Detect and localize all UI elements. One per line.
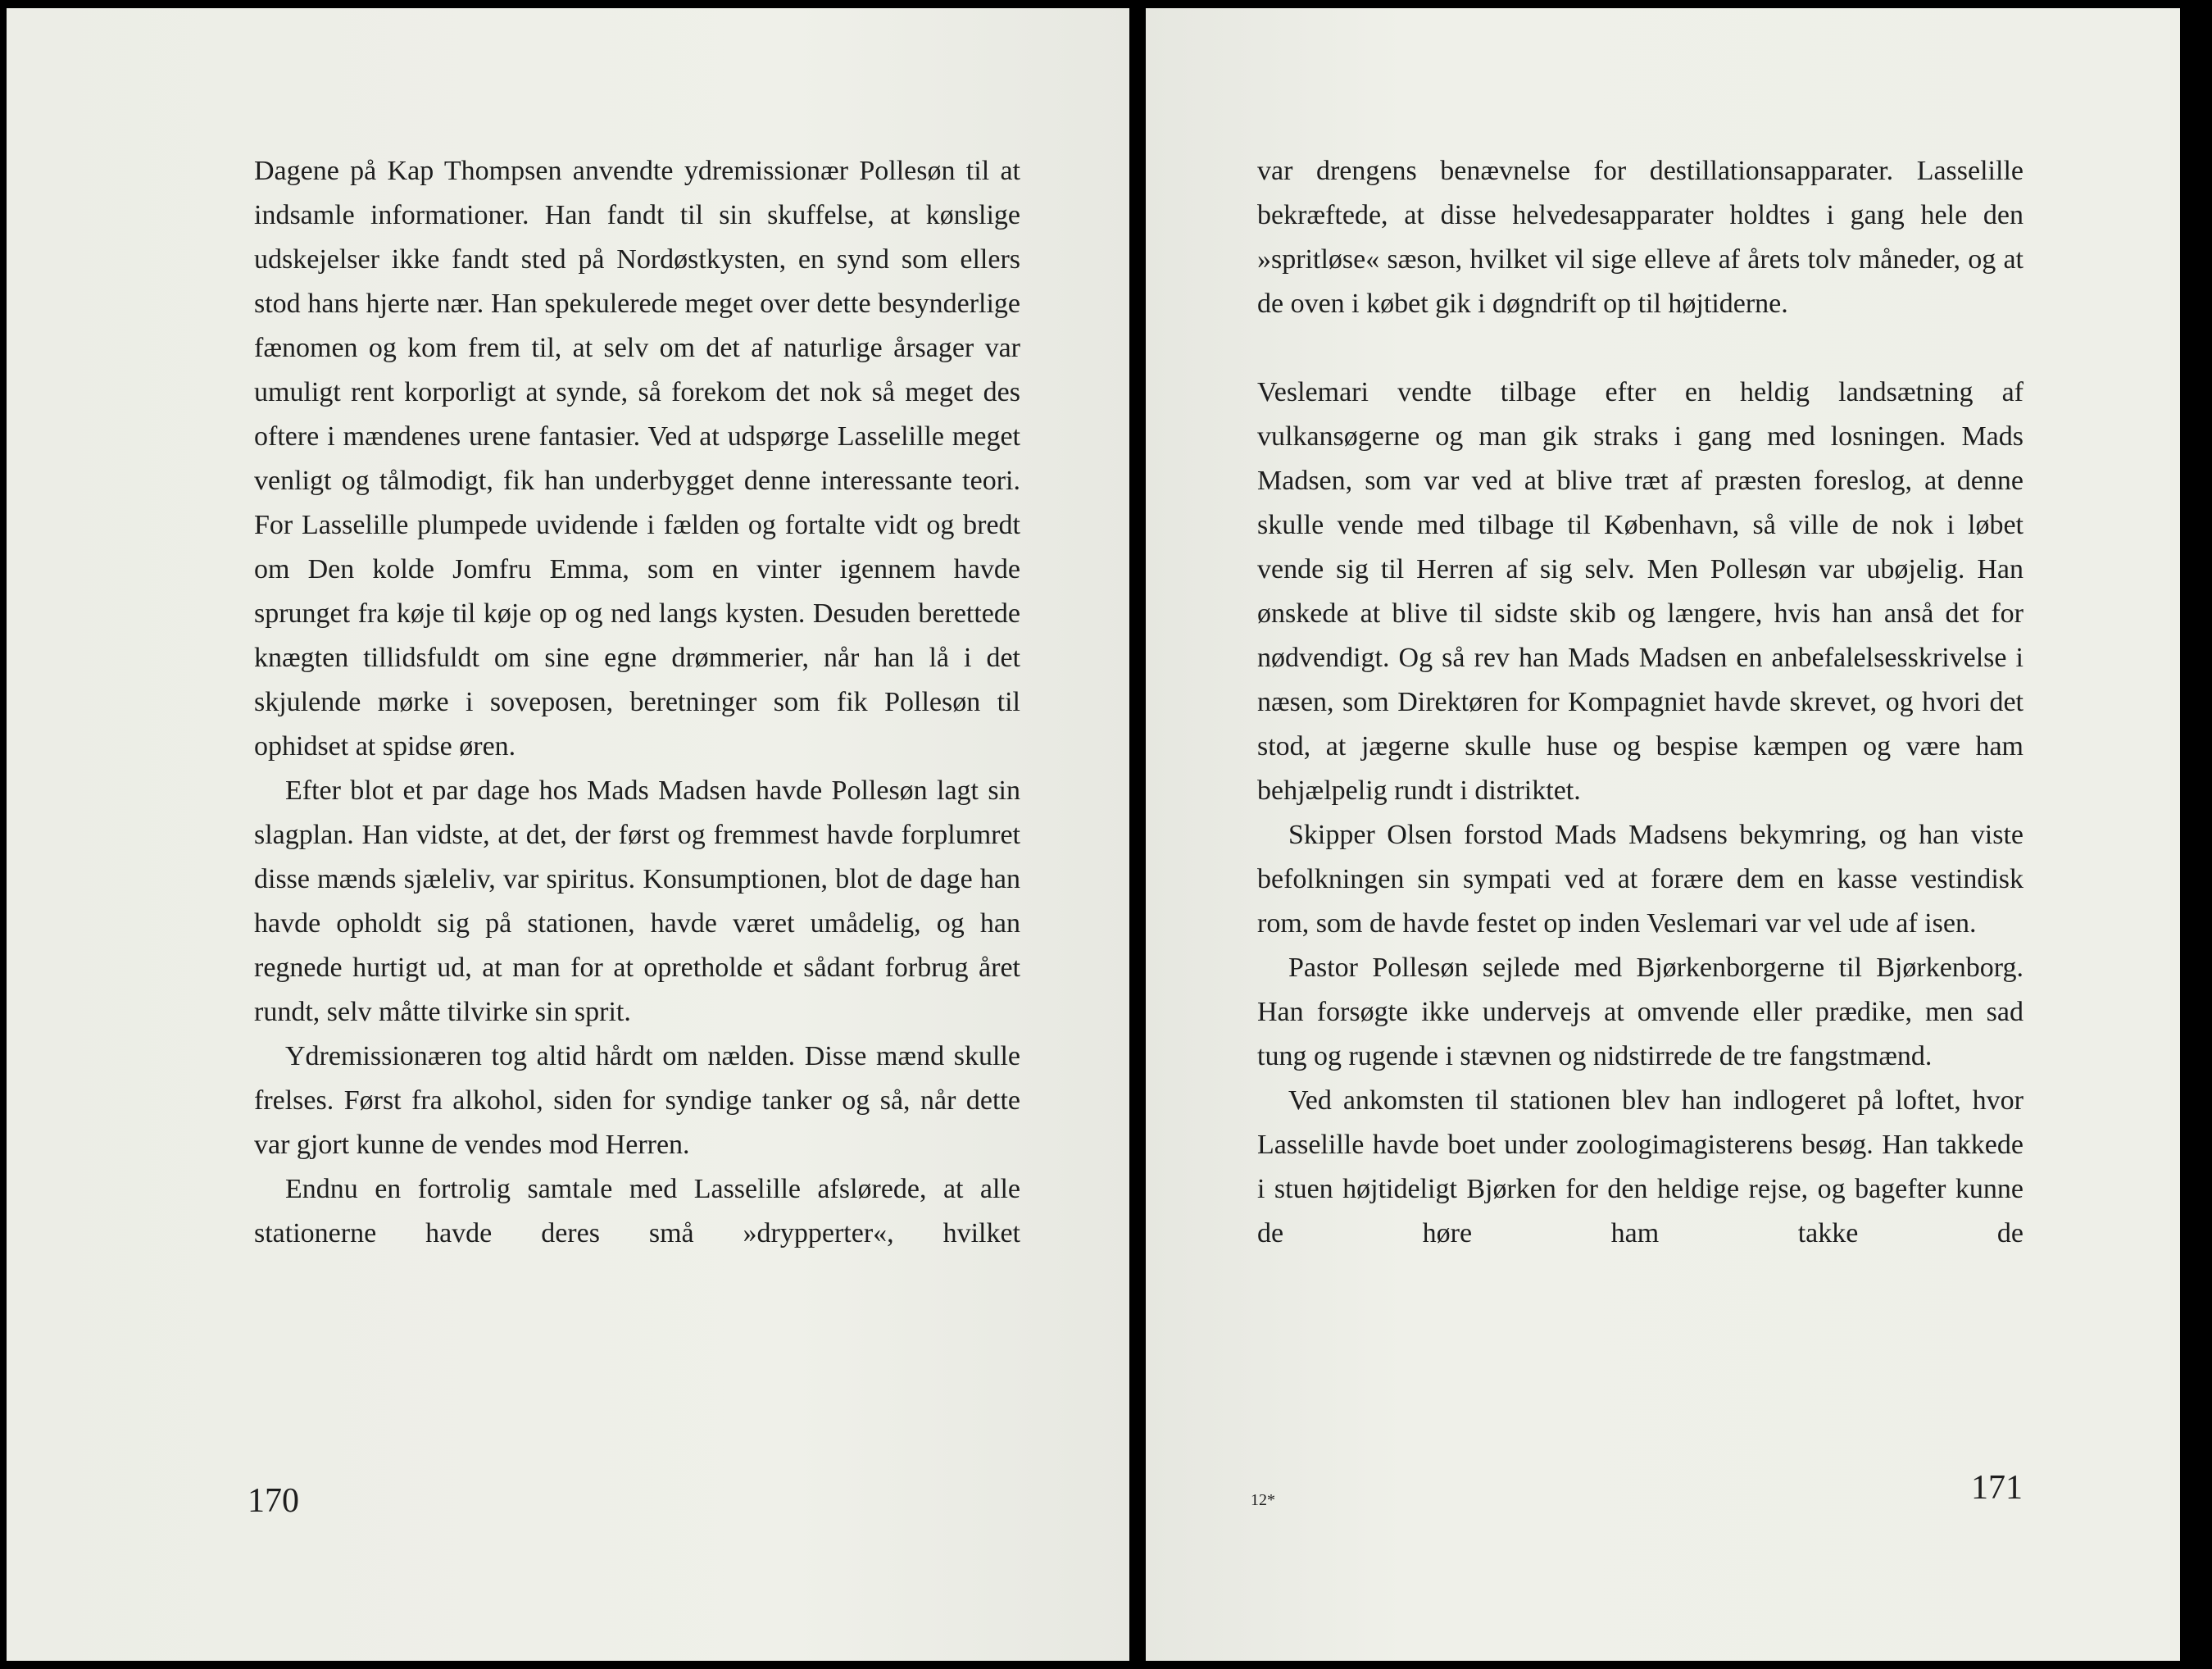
paragraph: Dagene på Kap Thompsen anvendte ydremissionær Pollesøn til at indsamle informationer. Han fandt til sin skuffelse, at kønslige udskejelser ikke fandt sted på Nordøstkysten, en synd som ellers stod hans hjerte nær. Han spekulerede meget over dette besynderlige fænomen og kom frem til, at selv om det af naturlige årsager var umuligt rent korporligt at synde, så forekom det nok så meget des oftere i mændenes urene fantasier. Ved at udspørge Lasselille meget venligt og tålmodigt, fik han underbygget denne interessante teori. For Lasselille plumpede uvidende i fælden og fortalte vidt og bredt om Den kolde Jomfru Emma, som en vinter igennem havde sprunget fra køje til køje op og ned langs kysten. Desuden berettede knægten tillidsfuldt om sine egne drømmerier, når han lå i det skjulende mørke i soveposen, beretninger som fik Pollesøn til ophidset at spidse øren. (254, 156, 1020, 762)
paragraph: Veslemari vendte tilbage efter en heldig landsætning af vulkansøgerne og man gik straks i gang med losningen. Mads Madsen, som var ved at blive træt af præsten foreslog, at denne skulle vende med tilbage til København, så ville de nok i løbet vende sig til Herren af sig selv. Men Pollesøn var ubøjelig. Han ønskede at blive til sidste skib og længere, hvis han anså det for nødvendigt. Og så rev han Mads Madsen en anbefalelsesskrivelse i næsen, som Direktøren for Kompagniet havde skrevet, og hvori det stod, at jægerne skulle huse og bespise kæmpen og være ham behjælpelig rundt i distriktet. (1257, 377, 2024, 806)
left-page-text (254, 149, 1020, 1256)
paragraph: var drengens benævnelse for destillationsapparater. Lasselille bekræftede, at disse helvedesapparater holdtes i gang hele den »spritløse« sæson, hvilket vil sige elleve af årets tolv måneder, og at de oven i købet gik i døgndrift op til højtiderne. (1257, 156, 2024, 319)
paragraph: Ydremissionæren tog altid hårdt om nælden. Disse mænd skulle frelses. Først fra alkohol, siden for syndige tanker og så, når dette var gjort kunne de vendes mod Herren. (254, 1041, 1020, 1160)
signature-mark: 12* (1251, 1491, 1275, 1509)
page-number: 170 (248, 1482, 299, 1520)
left-page (7, 8, 1129, 1661)
right-page-text (1257, 149, 2024, 1256)
paragraph: Skipper Olsen forstod Mads Madsens bekymring, og han viste befolkningen sin sympati ved at forære dem en kasse vestindisk rom, som de havde festet op inden Veslemari var vel ude af isen. (1257, 820, 2024, 939)
page-number: 171 (1971, 1469, 2023, 1507)
right-page (1146, 8, 2180, 1661)
paragraph: Ved ankomsten til stationen blev han indlogeret på loftet, hvor Lasselille havde boet under zoologimagisterens besøg. Han takkede i stuen højtideligt Bjørken for den heldige rejse, og bagefter kunne de høre ham takke de (1257, 1085, 2024, 1248)
paragraph: Efter blot et par dage hos Mads Madsen havde Pollesøn lagt sin slagplan. Han vidste, at det, der først og fremmest havde forplumret disse mænds sjæleliv, var spiritus. Konsumptionen, blot de dage han havde opholdt sig på stationen, havde været umådelig, og han regnede hurtigt ud, at man for at opretholde et sådant forbrug året rundt, selv måtte tilvirke sin sprit. (254, 775, 1020, 1027)
paragraph: Pastor Pollesøn sejlede med Bjørkenborgerne til Bjørkenborg. Han forsøgte ikke undervejs at omvende eller prædike, men sad tung og rugende i stævnen og nidstirrede de tre fangstmænd. (1257, 953, 2024, 1071)
paragraph: Endnu en fortrolig samtale med Lasselille afslørede, at alle stationerne havde deres små »drypperter«, hvilket (254, 1174, 1020, 1248)
